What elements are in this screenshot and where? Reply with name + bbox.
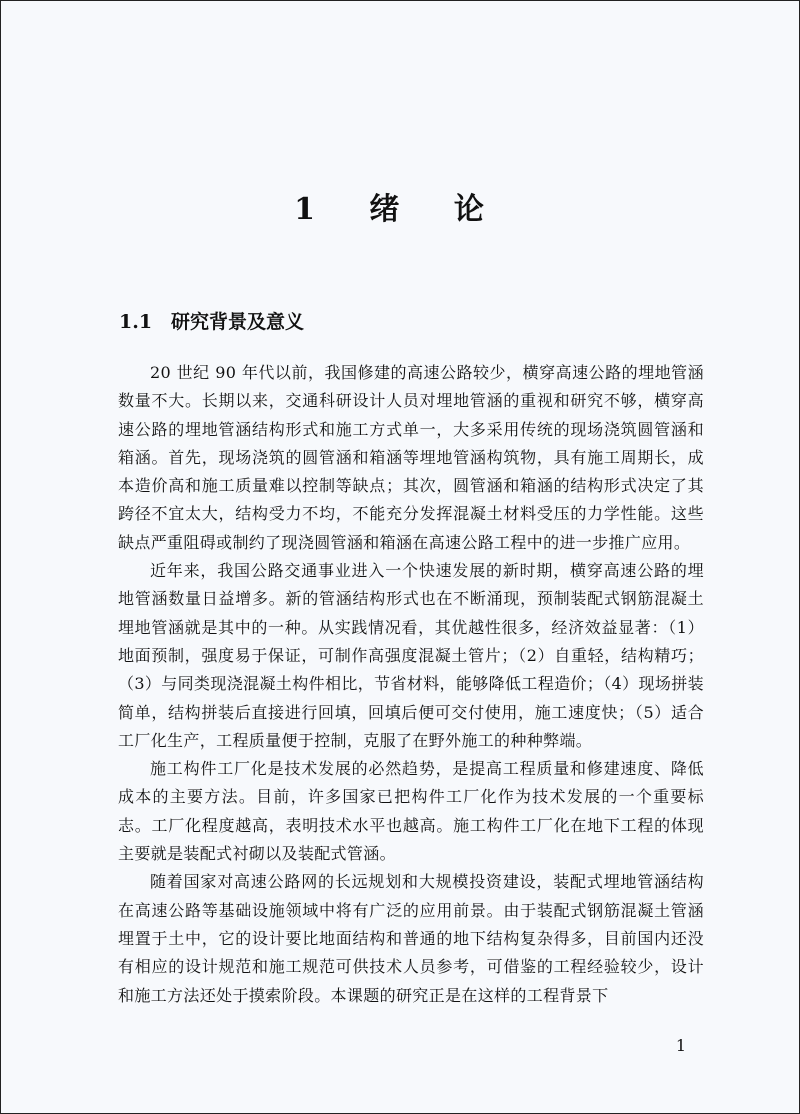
paragraph: 20 世纪 90 年代以前，我国修建的高速公路较少，横穿高速公路的埋地管涵数量不大。长期以来，交通科研设计人员对埋地管涵的重视和研究不够，横穿高速公路的埋地管涵结构形式和施工方式单一，大多采用传统的现场浇筑圆管涵和箱涵。首先，现场浇筑的圆管涵和箱涵等埋地管涵构筑物，具有施工周期长，成本造价高和施工质量难以控制等缺点；其次，圆管涵和箱涵的结构形式决定了其跨径不宜太大，结构受力不均，不能充分发挥混凝土材料受压的力学性能。这些缺点严重阻碍或制约了现浇圆管涵和箱涵在高速公路工程中的进一步推广应用。 bbox=[118, 363, 704, 552]
paragraph: 近年来，我国公路交通事业进入一个快速发展的新时期，横穿高速公路的埋地管涵数量日益增多。新的管涵结构形式也在不断涌现，预制装配式钢筋混凝土埋地管涵就是其中的一种。从实践情况看，其优越性很多，经济效益显著：（1）地面预制，强度易于保证，可制作高强度混凝土管片；（2）自重轻，结构精巧；（3）与同类现浇混凝土构件相比，节省材料，能够降低工程造价；（4）现场拼装简单，结构拼装后直接进行回填，回填后便可交付使用，施工速度快；（5）适合工厂化生产，工程质量便于控制，克服了在野外施工的种种弊端。 bbox=[118, 561, 704, 750]
chapter-title: 1 绪 论 bbox=[294, 192, 506, 227]
section-title: 研究背景及意义 bbox=[171, 311, 305, 333]
section-number: 1.1 bbox=[119, 311, 153, 333]
paragraph: 随着国家对高速公路网的长远规划和大规模投资建设，装配式埋地管涵结构在高速公路等基础设施领域中将有广泛的应用前景。由于装配式钢筋混凝土管涵埋置于土中，它的设计要比地面结构和普通的地下结构复杂得多，目前国内还没有相应的设计规范和施工规范可供技术人员参考，可借鉴的工程经验较少，设计和施工方法还处于摸索阶段。本课题的研究正是在这样的工程背景下 bbox=[118, 872, 704, 1005]
section-heading bbox=[119, 307, 304, 337]
paragraph: 施工构件工厂化是技术发展的必然趋势，是提高工程质量和修建速度、降低成本的主要方法。目前，许多国家已把构件工厂化作为技术发展的一个重要标志。工厂化程度越高，表明技术水平也越高。施工构件工厂化在地下工程的体现主要就是装配式衬砌以及装配式管涵。 bbox=[118, 759, 704, 864]
page-number: 1 bbox=[675, 1036, 687, 1055]
body-text bbox=[118, 359, 704, 1010]
